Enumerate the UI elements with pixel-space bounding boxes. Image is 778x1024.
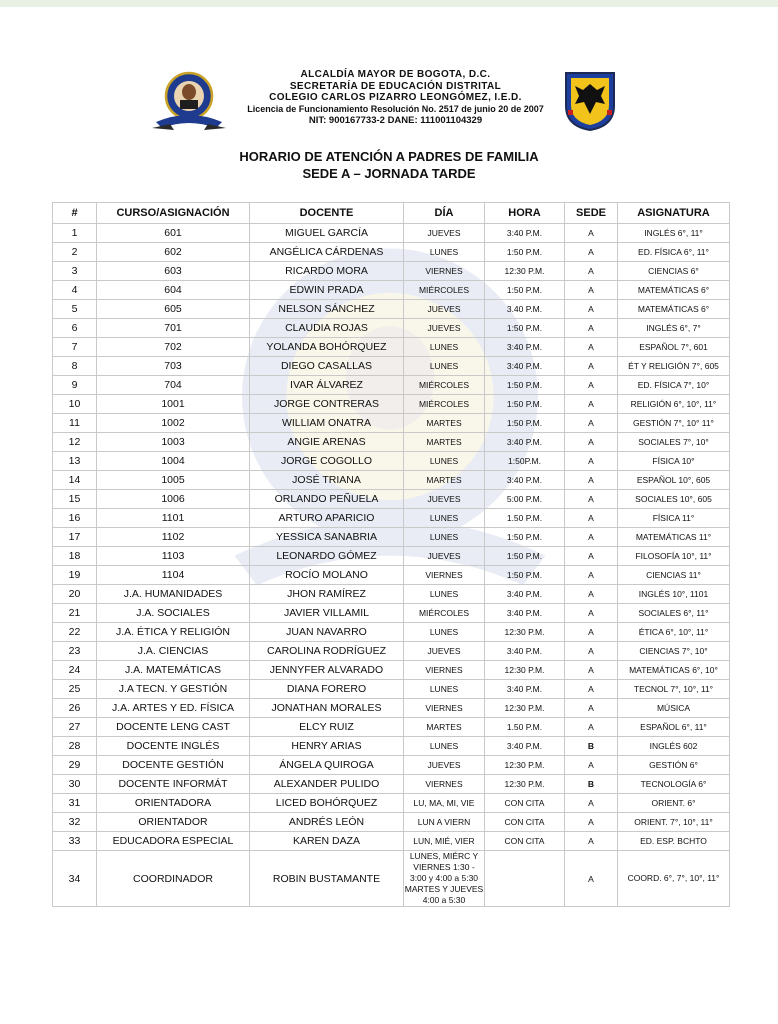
- row-course: EDUCADORA ESPECIAL: [97, 832, 250, 851]
- row-subject: SOCIALES 7°, 10°: [618, 433, 730, 452]
- row-campus: A: [565, 794, 618, 813]
- row-number: 2: [53, 243, 97, 262]
- row-teacher: JORGE COGOLLO: [250, 452, 404, 471]
- row-number: 11: [53, 414, 97, 433]
- table-row: [53, 661, 730, 680]
- row-campus: A: [565, 566, 618, 585]
- row-subject: FÍSICA 11°: [618, 509, 730, 528]
- row-day: VIERNES: [404, 661, 485, 680]
- row-course: 1102: [97, 528, 250, 547]
- row-course: 1103: [97, 547, 250, 566]
- row-teacher: JONATHAN MORALES: [250, 699, 404, 718]
- row-time: CON CITA: [485, 813, 565, 832]
- row-day: LUNES: [404, 528, 485, 547]
- row-time: CON CITA: [485, 794, 565, 813]
- row-number: 20: [53, 585, 97, 604]
- row-time: 12:30 P.M.: [485, 623, 565, 642]
- row-time: 12:30 P.M.: [485, 262, 565, 281]
- row-subject: CIENCIAS 11°: [618, 566, 730, 585]
- row-campus: A: [565, 224, 618, 243]
- row-number: 8: [53, 357, 97, 376]
- row-course: 702: [97, 338, 250, 357]
- table-row: [53, 376, 730, 395]
- row-teacher: NELSON SÁNCHEZ: [250, 300, 404, 319]
- row-subject: INGLÉS 602: [618, 737, 730, 756]
- row-course: 1004: [97, 452, 250, 471]
- row-course: 1005: [97, 471, 250, 490]
- row-teacher: JUAN NAVARRO: [250, 623, 404, 642]
- row-course: 602: [97, 243, 250, 262]
- row-number: 29: [53, 756, 97, 775]
- row-course: 1101: [97, 509, 250, 528]
- row-subject: MATEMÁTICAS 6°, 10°: [618, 661, 730, 680]
- row-day: LUNES: [404, 338, 485, 357]
- row-subject: INGLÉS 6°, 11°: [618, 224, 730, 243]
- row-course: DOCENTE GESTIÓN: [97, 756, 250, 775]
- table-header-row: [53, 203, 730, 224]
- row-number: 34: [53, 851, 97, 907]
- row-teacher: DIEGO CASALLAS: [250, 357, 404, 376]
- row-teacher: ANGIE ARENAS: [250, 433, 404, 452]
- school-crest-logo: [150, 70, 228, 134]
- row-time: 3:40 P.M.: [485, 471, 565, 490]
- institution-info: [228, 69, 563, 127]
- row-subject: FILOSOFÍA 10°, 11°: [618, 547, 730, 566]
- row-time: 3:40 P.M.: [485, 680, 565, 699]
- row-number: 33: [53, 832, 97, 851]
- row-course: 603: [97, 262, 250, 281]
- row-campus: A: [565, 471, 618, 490]
- table-row: [53, 699, 730, 718]
- row-course: COORDINADOR: [97, 851, 250, 907]
- row-time: 12:30 P.M.: [485, 756, 565, 775]
- row-course: ORIENTADORA: [97, 794, 250, 813]
- table-row: [53, 395, 730, 414]
- row-time: 1:50 P.M.: [485, 376, 565, 395]
- title-line-2: SEDE A – JORNADA TARDE: [302, 165, 476, 181]
- row-day: VIERNES: [404, 699, 485, 718]
- row-subject: MATEMÁTICAS 11°: [618, 528, 730, 547]
- row-course: 1006: [97, 490, 250, 509]
- row-day: LUNES: [404, 737, 485, 756]
- row-campus: A: [565, 851, 618, 907]
- table-row: [53, 414, 730, 433]
- table-row: [53, 775, 730, 794]
- row-time: 5:00 P.M.: [485, 490, 565, 509]
- row-course: 703: [97, 357, 250, 376]
- table-row: [53, 338, 730, 357]
- row-campus: A: [565, 395, 618, 414]
- row-course: 601: [97, 224, 250, 243]
- row-campus: A: [565, 718, 618, 737]
- row-subject: CIENCIAS 7°, 10°: [618, 642, 730, 661]
- row-course: J.A. HUMANIDADES: [97, 585, 250, 604]
- row-day: MARTES: [404, 414, 485, 433]
- row-course: 1001: [97, 395, 250, 414]
- row-course: DOCENTE INFORMÁT: [97, 775, 250, 794]
- table-row: [53, 794, 730, 813]
- row-day: LUNES: [404, 680, 485, 699]
- row-subject: ESPAÑOL 7°, 601: [618, 338, 730, 357]
- row-day: LUNES: [404, 452, 485, 471]
- table-row: [53, 623, 730, 642]
- row-campus: A: [565, 642, 618, 661]
- header-day: DÍA: [404, 203, 485, 224]
- row-campus: A: [565, 300, 618, 319]
- row-campus: A: [565, 699, 618, 718]
- row-day: VIERNES: [404, 775, 485, 794]
- row-campus: B: [565, 775, 618, 794]
- row-number: 6: [53, 319, 97, 338]
- row-time: 1:50 P.M.: [485, 528, 565, 547]
- row-subject: ORIENT. 6°: [618, 794, 730, 813]
- table-row: [53, 528, 730, 547]
- row-time: 1:50 P.M.: [485, 566, 565, 585]
- row-teacher: HENRY ARIAS: [250, 737, 404, 756]
- table-row: [53, 281, 730, 300]
- table-row: [53, 319, 730, 338]
- row-day: MIÉRCOLES: [404, 604, 485, 623]
- row-subject: ED. FÍSICA 6°, 11°: [618, 243, 730, 262]
- row-subject: SOCIALES 6°, 11°: [618, 604, 730, 623]
- row-campus: A: [565, 414, 618, 433]
- row-subject: COORD. 6°, 7°, 10°, 11°: [618, 851, 730, 907]
- row-campus: B: [565, 737, 618, 756]
- table-row: [53, 832, 730, 851]
- table-row: [53, 547, 730, 566]
- row-teacher: LEONARDO GÓMEZ: [250, 547, 404, 566]
- row-teacher: JHON RAMÍREZ: [250, 585, 404, 604]
- row-teacher: CLAUDIA ROJAS: [250, 319, 404, 338]
- row-number: 25: [53, 680, 97, 699]
- table-row: [53, 262, 730, 281]
- row-time: 1.50 P.M.: [485, 509, 565, 528]
- row-time: 1:50 P.M.: [485, 281, 565, 300]
- table-row: [53, 642, 730, 661]
- row-subject: ED. FÍSICA 7°, 10°: [618, 376, 730, 395]
- row-teacher: IVAR ÁLVAREZ: [250, 376, 404, 395]
- row-campus: A: [565, 281, 618, 300]
- table-row: [53, 224, 730, 243]
- row-number: 16: [53, 509, 97, 528]
- row-subject: INGLÉS 10°, 1101: [618, 585, 730, 604]
- table-row: [53, 452, 730, 471]
- row-number: 31: [53, 794, 97, 813]
- row-teacher: ORLANDO PEÑUELA: [250, 490, 404, 509]
- row-campus: A: [565, 262, 618, 281]
- row-day: JUEVES: [404, 300, 485, 319]
- header-number: #: [53, 203, 97, 224]
- row-time: 1:50 P.M.: [485, 243, 565, 262]
- row-teacher: JAVIER VILLAMIL: [250, 604, 404, 623]
- row-campus: A: [565, 756, 618, 775]
- row-campus: A: [565, 680, 618, 699]
- row-subject: SOCIALES 10°, 605: [618, 490, 730, 509]
- row-campus: A: [565, 813, 618, 832]
- row-day: LUNES: [404, 623, 485, 642]
- row-teacher: ROCÍO MOLANO: [250, 566, 404, 585]
- row-number: 12: [53, 433, 97, 452]
- row-day: LUNES: [404, 509, 485, 528]
- institution-nit: NIT: 900167733-2 DANE: 111001104329: [308, 115, 483, 127]
- row-teacher: ELCY RUIZ: [250, 718, 404, 737]
- row-subject: ORIENT. 7°, 10°, 11°: [618, 813, 730, 832]
- table-row: [53, 300, 730, 319]
- row-teacher: ÁNGELA QUIROGA: [250, 756, 404, 775]
- title-line-1: HORARIO DE ATENCIÓN A PADRES DE FAMILIA: [239, 149, 539, 164]
- table-row: [53, 851, 730, 907]
- row-time: 3:40 P.M.: [485, 604, 565, 623]
- row-subject: ED. ESP. BCHTO: [618, 832, 730, 851]
- institution-line-1: ALCALDÍA MAYOR DE BOGOTA, D.C.: [300, 69, 491, 80]
- letterhead: [0, 64, 778, 134]
- row-time: 3:40 P.M.: [485, 338, 565, 357]
- row-campus: A: [565, 243, 618, 262]
- row-number: 22: [53, 623, 97, 642]
- row-subject: TECNOL 7°, 10°, 11°: [618, 680, 730, 699]
- row-campus: A: [565, 338, 618, 357]
- table-row: [53, 585, 730, 604]
- row-teacher: YOLANDA BOHÓRQUEZ: [250, 338, 404, 357]
- document-title: [0, 149, 778, 182]
- table-row: [53, 718, 730, 737]
- row-day: JUEVES: [404, 490, 485, 509]
- row-course: DOCENTE LENG CAST: [97, 718, 250, 737]
- row-subject: GESTIÓN 7°, 10° 11°: [618, 414, 730, 433]
- row-number: 1: [53, 224, 97, 243]
- row-number: 15: [53, 490, 97, 509]
- row-time: 1:50 P.M.: [485, 547, 565, 566]
- row-campus: A: [565, 490, 618, 509]
- table-row: [53, 566, 730, 585]
- row-subject: ÉTICA 6°, 10°, 11°: [618, 623, 730, 642]
- row-campus: A: [565, 585, 618, 604]
- row-day: LUNES: [404, 585, 485, 604]
- table-row: [53, 243, 730, 262]
- row-day: JUEVES: [404, 224, 485, 243]
- row-number: 23: [53, 642, 97, 661]
- row-subject: MÚSICA: [618, 699, 730, 718]
- row-number: 14: [53, 471, 97, 490]
- header-campus: SEDE: [565, 203, 618, 224]
- row-number: 17: [53, 528, 97, 547]
- row-time: 3:40 P.M.: [485, 357, 565, 376]
- row-time: 3:40 P.M.: [485, 433, 565, 452]
- row-day: LUNES: [404, 243, 485, 262]
- row-time: 1.50 P.M.: [485, 718, 565, 737]
- row-time: 3.40 P.M.: [485, 300, 565, 319]
- row-teacher: ANDRÉS LEÓN: [250, 813, 404, 832]
- row-subject: MATEMÁTICAS 6°: [618, 300, 730, 319]
- row-day: LUNES: [404, 357, 485, 376]
- row-day: JUEVES: [404, 319, 485, 338]
- row-teacher: KAREN DAZA: [250, 832, 404, 851]
- row-day: MIÉRCOLES: [404, 376, 485, 395]
- row-time: 3:40 P.M.: [485, 585, 565, 604]
- row-number: 32: [53, 813, 97, 832]
- row-subject: ÉT Y RELIGIÓN 7°, 605: [618, 357, 730, 376]
- row-course: J.A. MATEMÁTICAS: [97, 661, 250, 680]
- table-row: [53, 471, 730, 490]
- row-course: 704: [97, 376, 250, 395]
- row-teacher: JENNYFER ALVARADO: [250, 661, 404, 680]
- row-time: 12:30 P.M.: [485, 699, 565, 718]
- row-day: JUEVES: [404, 642, 485, 661]
- top-strip: [0, 0, 778, 7]
- row-subject: FÍSICA 10°: [618, 452, 730, 471]
- bogota-coat-of-arms-logo: [563, 70, 617, 132]
- table-row: [53, 357, 730, 376]
- row-day: LUN, MIÉ, VIER: [404, 832, 485, 851]
- row-teacher: EDWIN PRADA: [250, 281, 404, 300]
- row-teacher: JOSÉ TRIANA: [250, 471, 404, 490]
- row-time: 3:40 P.M.: [485, 224, 565, 243]
- row-teacher: ARTURO APARICIO: [250, 509, 404, 528]
- row-day: MIÉRCOLES: [404, 281, 485, 300]
- institution-line-2: SECRETARÍA DE EDUCACIÓN DISTRITAL: [289, 80, 502, 92]
- row-campus: A: [565, 319, 618, 338]
- row-teacher: JORGE CONTRERAS: [250, 395, 404, 414]
- table-row: [53, 737, 730, 756]
- row-time: 1:50 P.M.: [485, 319, 565, 338]
- row-course: 1003: [97, 433, 250, 452]
- row-teacher: YESSICA SANABRIA: [250, 528, 404, 547]
- row-number: 18: [53, 547, 97, 566]
- row-campus: A: [565, 509, 618, 528]
- row-time: 1:50 P.M.: [485, 395, 565, 414]
- row-time: [485, 851, 565, 907]
- row-time: 12:30 P.M.: [485, 661, 565, 680]
- schedule-table: [52, 202, 730, 907]
- row-campus: A: [565, 661, 618, 680]
- row-time: 3:40 P.M.: [485, 737, 565, 756]
- row-course: 604: [97, 281, 250, 300]
- row-day: MIÉRCOLES: [404, 395, 485, 414]
- row-number: 10: [53, 395, 97, 414]
- row-number: 28: [53, 737, 97, 756]
- row-teacher: ROBIN BUSTAMANTE: [250, 851, 404, 907]
- row-number: 4: [53, 281, 97, 300]
- row-time: 1:50P.M.: [485, 452, 565, 471]
- row-number: 9: [53, 376, 97, 395]
- row-day: JUEVES: [404, 756, 485, 775]
- row-course: J.A. CIENCIAS: [97, 642, 250, 661]
- row-day: VIERNES: [404, 262, 485, 281]
- row-course: 1002: [97, 414, 250, 433]
- row-course: 605: [97, 300, 250, 319]
- row-subject: INGLÉS 6°, 7°: [618, 319, 730, 338]
- row-day: MARTES: [404, 433, 485, 452]
- row-campus: A: [565, 433, 618, 452]
- row-campus: A: [565, 452, 618, 471]
- row-teacher: ANGÉLICA CÁRDENAS: [250, 243, 404, 262]
- row-teacher: LICED BOHÓRQUEZ: [250, 794, 404, 813]
- row-subject: RELIGIÓN 6°, 10°, 11°: [618, 395, 730, 414]
- row-teacher: MIGUEL GARCÍA: [250, 224, 404, 243]
- table-row: [53, 433, 730, 452]
- row-subject: TECNOLOGÍA 6°: [618, 775, 730, 794]
- row-course: J.A. SOCIALES: [97, 604, 250, 623]
- row-time: 12:30 P.M.: [485, 775, 565, 794]
- row-campus: A: [565, 604, 618, 623]
- header-subject: ASIGNATURA: [618, 203, 730, 224]
- row-teacher: WILLIAM ONATRA: [250, 414, 404, 433]
- row-teacher: CAROLINA RODRÍGUEZ: [250, 642, 404, 661]
- row-day: MARTES: [404, 471, 485, 490]
- table-row: [53, 490, 730, 509]
- row-number: 30: [53, 775, 97, 794]
- row-campus: A: [565, 832, 618, 851]
- row-teacher: DIANA FORERO: [250, 680, 404, 699]
- row-course: ORIENTADOR: [97, 813, 250, 832]
- header-course: CURSO/ASIGNACIÓN: [97, 203, 250, 224]
- row-teacher: ALEXANDER PULIDO: [250, 775, 404, 794]
- table-row: [53, 604, 730, 623]
- row-course: J.A. ARTES Y ED. FÍSICA: [97, 699, 250, 718]
- row-course: 701: [97, 319, 250, 338]
- institution-line-3: COLEGIO CARLOS PIZARRO LEONGÓMEZ, I.E.D.: [269, 92, 522, 104]
- row-time: 1:50 P.M.: [485, 414, 565, 433]
- row-day: LUN A VIERN: [404, 813, 485, 832]
- row-campus: A: [565, 623, 618, 642]
- row-number: 26: [53, 699, 97, 718]
- row-time: CON CITA: [485, 832, 565, 851]
- row-day: VIERNES: [404, 566, 485, 585]
- row-campus: A: [565, 357, 618, 376]
- row-course: DOCENTE INGLÉS: [97, 737, 250, 756]
- row-subject: ESPAÑOL 10°, 605: [618, 471, 730, 490]
- table-row: [53, 680, 730, 699]
- row-number: 21: [53, 604, 97, 623]
- institution-license: Licencia de Funcionamiento Resolución No. 2517 de junio 20 de 2007: [247, 103, 544, 114]
- row-teacher: RICARDO MORA: [250, 262, 404, 281]
- row-campus: A: [565, 376, 618, 395]
- table-row: [53, 813, 730, 832]
- row-course: J.A. ÉTICA Y RELIGIÓN: [97, 623, 250, 642]
- row-day: LUNES, MIÉRC Y VIERNES 1:30 - 3:00 y 4:00 a 5:30 MARTES Y JUEVES 4:00 a 5:30: [404, 851, 484, 905]
- row-number: 5: [53, 300, 97, 319]
- row-subject: ESPAÑOL 6°, 11°: [618, 718, 730, 737]
- row-number: 24: [53, 661, 97, 680]
- row-number: 13: [53, 452, 97, 471]
- header-time: HORA: [485, 203, 565, 224]
- row-day: LU, MA, MI, VIE: [404, 794, 485, 813]
- table-row: [53, 509, 730, 528]
- row-number: 27: [53, 718, 97, 737]
- row-number: 7: [53, 338, 97, 357]
- table-row: [53, 756, 730, 775]
- row-subject: GESTIÓN 6°: [618, 756, 730, 775]
- row-day: MARTES: [404, 718, 485, 737]
- row-number: 3: [53, 262, 97, 281]
- row-campus: A: [565, 528, 618, 547]
- row-campus: A: [565, 547, 618, 566]
- row-course: 1104: [97, 566, 250, 585]
- row-course: J.A TECN. Y GESTIÓN: [97, 680, 250, 699]
- row-time: 3:40 P.M.: [485, 642, 565, 661]
- row-subject: CIENCIAS 6°: [618, 262, 730, 281]
- row-number: 19: [53, 566, 97, 585]
- header-teacher: DOCENTE: [250, 203, 404, 224]
- row-day: JUEVES: [404, 547, 485, 566]
- row-subject: MATEMÁTICAS 6°: [618, 281, 730, 300]
